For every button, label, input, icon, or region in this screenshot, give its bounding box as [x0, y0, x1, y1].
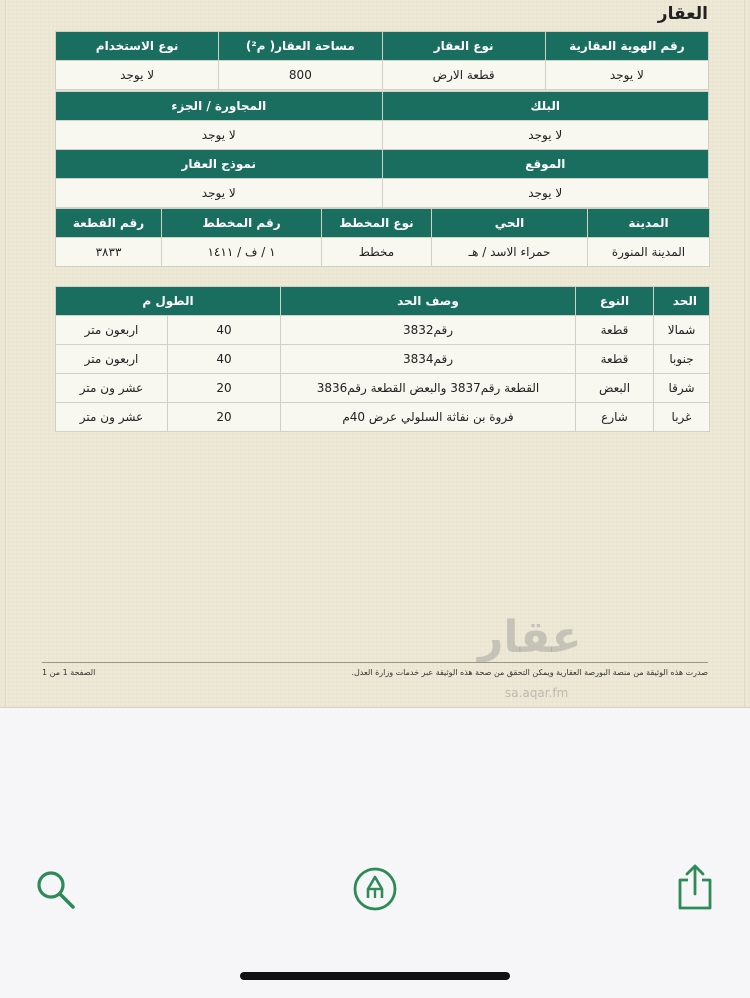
boundary-length-number: 40 [168, 316, 281, 345]
header-plot-number: رقم القطعة [56, 209, 162, 238]
boundary-direction: غربا [654, 403, 710, 432]
section-title: العقار [657, 4, 708, 24]
header-property-type: نوع العقار [382, 32, 545, 61]
boundary-direction: شمالا [654, 316, 710, 345]
watermark-site: sa.aqar.fm [505, 686, 569, 700]
boundary-type: قطعة [576, 345, 654, 374]
boundary-length-words: عشر ون متر [56, 374, 168, 403]
header-length: الطول م [56, 287, 281, 316]
boundary-direction: شرقا [654, 374, 710, 403]
value-plan-type: مخطط [322, 238, 432, 267]
search-button[interactable] [30, 864, 80, 914]
boundary-direction: جنوبا [654, 345, 710, 374]
table-row [56, 403, 710, 432]
share-button[interactable] [670, 862, 720, 912]
boundaries-table [55, 286, 710, 432]
table-row [56, 316, 710, 345]
header-block: البلك [382, 92, 709, 121]
location-table [55, 149, 709, 208]
boundary-length-words: عشر ون متر [56, 403, 168, 432]
markup-button[interactable] [350, 864, 400, 914]
boundary-description: فروة بن نفاثة السلولي عرض 40م [281, 403, 576, 432]
footer-page-number: الصفحة 1 من 1 [42, 668, 96, 677]
header-boundary-type: النوع [576, 287, 654, 316]
value-property-type: قطعة الارض [382, 61, 545, 90]
boundary-type: البعض [576, 374, 654, 403]
value-city: المدينة المنورة [588, 238, 710, 267]
table-row [56, 374, 710, 403]
header-property-area: مساحة العقار( م²) [219, 32, 382, 61]
property-info-table [55, 31, 709, 90]
plan-table [55, 208, 710, 267]
boundary-type: شارع [576, 403, 654, 432]
boundary-length-words: اربعون متر [56, 316, 168, 345]
header-neighborhood-part: المجاورة / الجزء [56, 92, 383, 121]
value-property-id: لا يوجد [545, 61, 708, 90]
markup-pen-icon [351, 865, 399, 913]
header-location: الموقع [382, 150, 709, 179]
search-icon [33, 867, 77, 911]
watermark-logo: عقار [478, 612, 582, 663]
footer-disclaimer: صدرت هذه الوثيقة من منصة البورصة العقارية ويمكن التحقق من صحة هذه الوثيقة عبر خدمات وزارة العدل. [351, 668, 708, 677]
value-location: لا يوجد [382, 179, 709, 208]
value-plot-number: ٣٨٣٣ [56, 238, 162, 267]
table-row [56, 345, 710, 374]
header-boundary-description: وصف الحد [281, 287, 576, 316]
value-district: حمراء الاسد / هـ [432, 238, 588, 267]
boundary-description: القطعة رقم3837 والبعض القطعة رقم3836 [281, 374, 576, 403]
home-indicator[interactable] [240, 972, 510, 980]
header-usage-type: نوع الاستخدام [56, 32, 219, 61]
boundary-type: قطعة [576, 316, 654, 345]
boundary-length-number: 20 [168, 374, 281, 403]
share-icon [673, 862, 717, 912]
boundary-length-number: 40 [168, 345, 281, 374]
value-plan-number: ١ / ف / ١٤١١ [162, 238, 322, 267]
value-block: لا يوجد [382, 121, 709, 150]
header-district: الحي [432, 209, 588, 238]
header-plan-type: نوع المخطط [322, 209, 432, 238]
header-plan-number: رقم المخطط [162, 209, 322, 238]
boundary-length-words: اربعون متر [56, 345, 168, 374]
value-property-area: 800 [219, 61, 382, 90]
value-property-model: لا يوجد [56, 179, 383, 208]
header-property-model: نموذج العقار [56, 150, 383, 179]
value-neighborhood-part: لا يوجد [56, 121, 383, 150]
header-property-id: رقم الهوية العقارية [545, 32, 708, 61]
header-city: المدينة [588, 209, 710, 238]
header-boundary: الحد [654, 287, 710, 316]
footer-divider [42, 662, 708, 663]
block-table [55, 91, 709, 150]
boundary-description: رقم3834 [281, 345, 576, 374]
value-usage-type: لا يوجد [56, 61, 219, 90]
boundary-description: رقم3832 [281, 316, 576, 345]
boundary-length-number: 20 [168, 403, 281, 432]
